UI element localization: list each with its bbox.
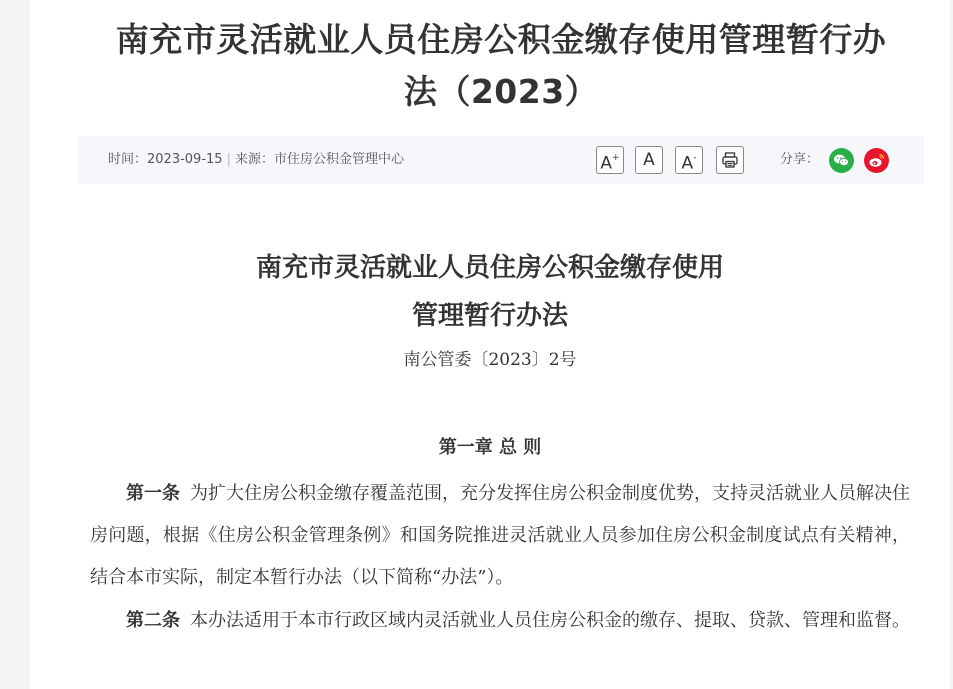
font-decrease-button[interactable] xyxy=(675,146,703,174)
article-meta-bar xyxy=(78,136,924,184)
article-page xyxy=(30,0,950,689)
page-title: 南充市灵活就业人员住房公积金缴存使用管理暂行办法（2023） xyxy=(115,20,887,111)
document-number: 南公管委〔2023〕2号 xyxy=(403,350,577,370)
article-label-2: 第二条 xyxy=(126,610,180,631)
print-button[interactable] xyxy=(716,146,744,174)
document-title-line1: 南充市灵活就业人员住房公积金缴存使用 xyxy=(255,253,724,283)
document-title-line2: 管理暂行办法 xyxy=(411,301,568,331)
font-increase-button[interactable] xyxy=(596,146,624,174)
article-label-1: 第一条 xyxy=(126,483,180,504)
share-label: 分享： xyxy=(780,152,820,167)
share-weibo-button[interactable] xyxy=(864,148,889,173)
article-paragraph-2 xyxy=(90,600,910,642)
plus-mark: + xyxy=(612,153,620,163)
publish-date: 2023-09-15 xyxy=(147,152,223,167)
font-decrease-icon: A xyxy=(681,153,694,174)
source-value: 市住房公积金管理中心 xyxy=(273,152,404,167)
article-text-1: 为扩大住房公积金缴存覆盖范围，充分发挥住房公积金制度优势，支持灵活就业人员解决住房问题，根据《住房公积金管理条例》和国务院推进灵活就业人员参加住房公积金制度试点有关精神，结合本市实际，制定本暂行办法（以下简称“办法”）。 xyxy=(90,483,910,588)
weibo-icon xyxy=(864,148,889,173)
font-normal-icon: A xyxy=(643,150,655,170)
chapter-heading: 第一章 总 则 xyxy=(438,437,542,458)
article-text-2: 本办法适用于本市行政区域内灵活就业人员住房公积金的缴存、提取、贷款、管理和监督。 xyxy=(190,610,910,631)
article-info xyxy=(108,136,404,184)
font-normal-button[interactable] xyxy=(635,146,663,174)
wechat-icon xyxy=(829,148,854,173)
minus-mark: - xyxy=(693,153,697,163)
share-wechat-button[interactable] xyxy=(829,148,854,173)
article-paragraph-1 xyxy=(90,473,910,599)
meta-separator: | xyxy=(226,152,231,167)
source-label: 来源： xyxy=(234,152,274,167)
printer-icon xyxy=(721,151,739,169)
time-label: 时间： xyxy=(108,152,148,167)
font-increase-icon: A xyxy=(600,153,613,174)
